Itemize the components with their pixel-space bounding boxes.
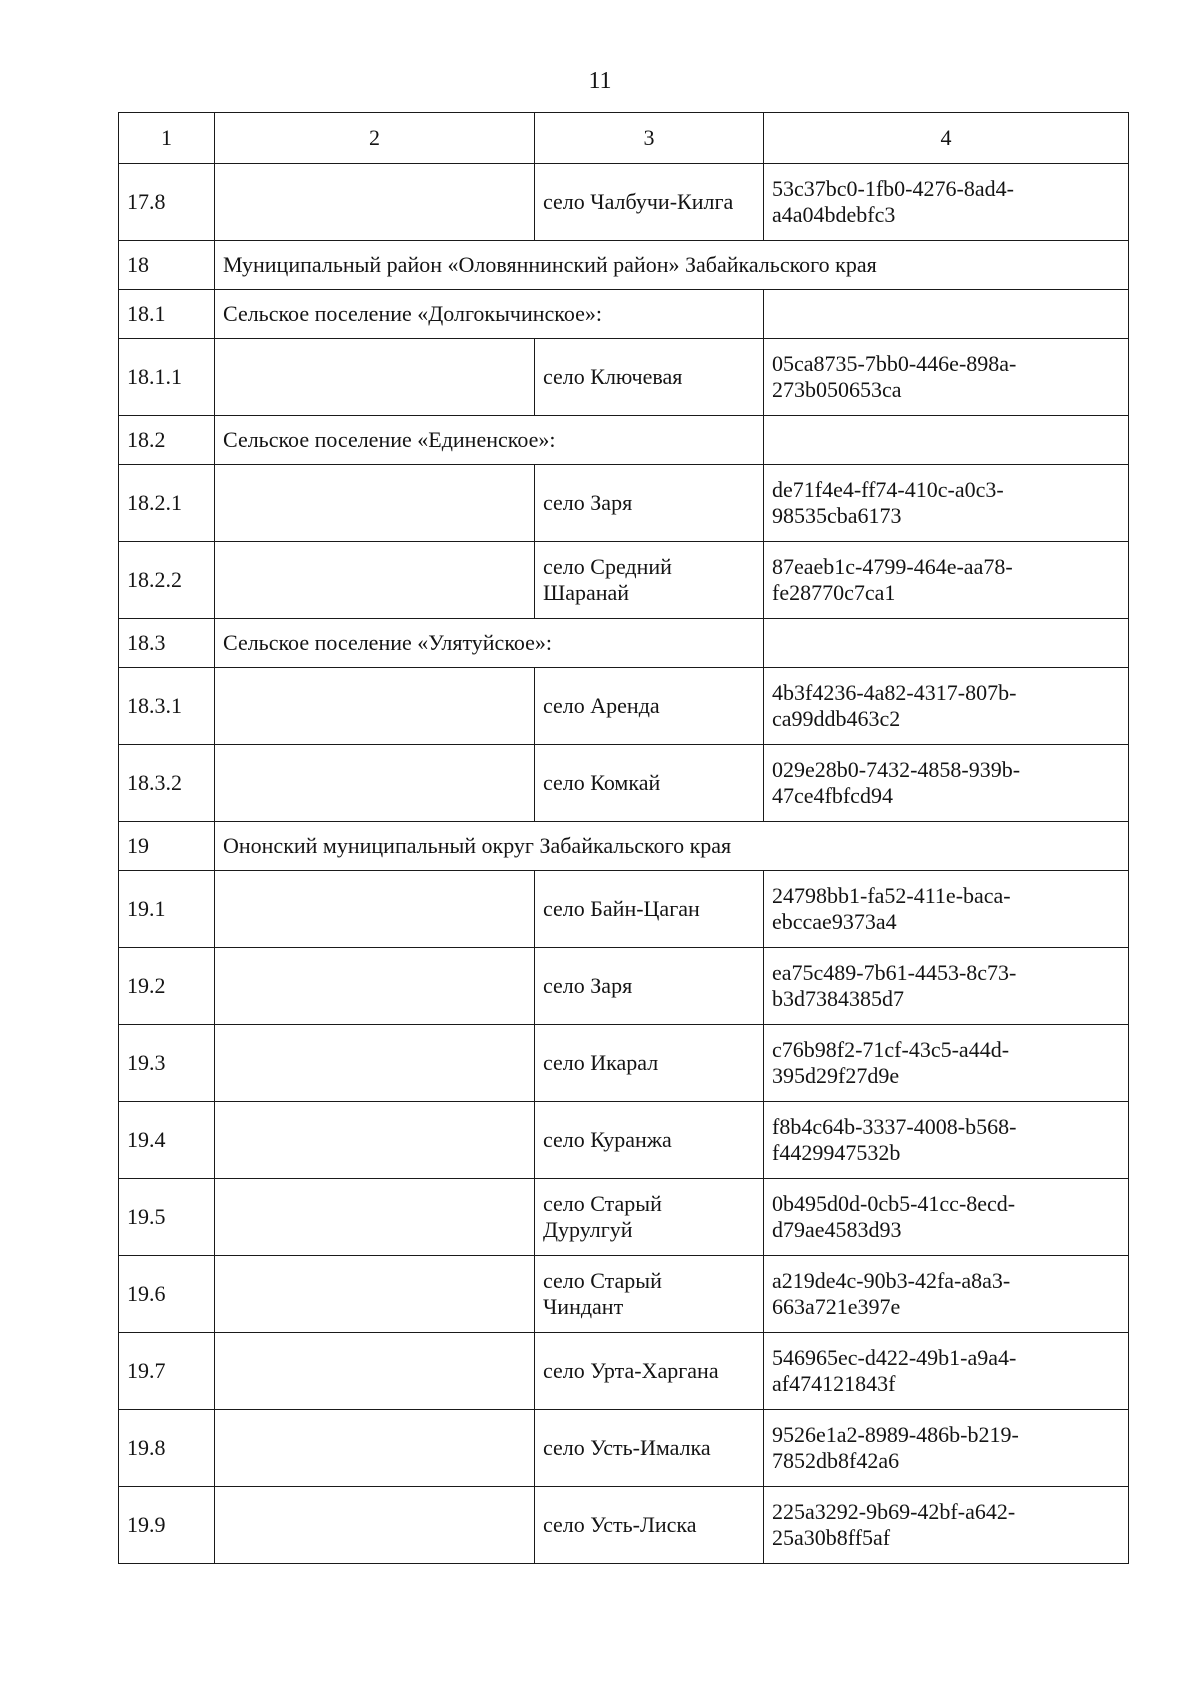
table-row bbox=[119, 1487, 1129, 1564]
empty-cell bbox=[764, 619, 1129, 668]
row-number: 19.7 bbox=[119, 1333, 215, 1410]
row-number: 17.8 bbox=[119, 164, 215, 241]
settlement-name: село Аренда bbox=[535, 668, 764, 745]
empty-cell bbox=[215, 745, 535, 822]
section-title: Сельское поселение «Единенское»: bbox=[215, 416, 764, 465]
fias-code: 24798bb1-fa52-411e-baca- ebccae9373a4 bbox=[764, 871, 1129, 948]
settlement-name: село Куранжа bbox=[535, 1102, 764, 1179]
table-row bbox=[119, 1410, 1129, 1487]
fias-code: c76b98f2-71cf-43c5-a44d- 395d29f27d9e bbox=[764, 1025, 1129, 1102]
table-row bbox=[119, 1025, 1129, 1102]
row-number: 19.8 bbox=[119, 1410, 215, 1487]
settlement-name: село Старый Дурулгуй bbox=[535, 1179, 764, 1256]
row-number: 18.1 bbox=[119, 290, 215, 339]
section-row bbox=[119, 416, 1129, 465]
settlement-name: село Заря bbox=[535, 465, 764, 542]
empty-cell bbox=[215, 164, 535, 241]
district-title: Муниципальный район «Оловяннинский район» Забайкальского края bbox=[215, 241, 1129, 290]
row-number: 19.9 bbox=[119, 1487, 215, 1564]
row-number: 19.5 bbox=[119, 1179, 215, 1256]
settlement-name: село Урта-Харгана bbox=[535, 1333, 764, 1410]
table-row bbox=[119, 542, 1129, 619]
fias-code: 4b3f4236-4a82-4317-807b- ca99ddb463c2 bbox=[764, 668, 1129, 745]
settlement-name: село Комкай bbox=[535, 745, 764, 822]
empty-cell bbox=[215, 1487, 535, 1564]
district-title: Ононский муниципальный округ Забайкальского края bbox=[215, 822, 1129, 871]
row-number: 18.2 bbox=[119, 416, 215, 465]
empty-cell bbox=[215, 668, 535, 745]
section-row bbox=[119, 290, 1129, 339]
table-row bbox=[119, 339, 1129, 416]
empty-cell bbox=[215, 339, 535, 416]
fias-code: 53c37bc0-1fb0-4276-8ad4- a4a04bdebfc3 bbox=[764, 164, 1129, 241]
table-row bbox=[119, 668, 1129, 745]
fias-code: de71f4e4-ff74-410c-a0c3- 98535cba6173 bbox=[764, 465, 1129, 542]
row-number: 19.6 bbox=[119, 1256, 215, 1333]
row-number: 19 bbox=[119, 822, 215, 871]
settlement-name: село Икарал bbox=[535, 1025, 764, 1102]
empty-cell bbox=[215, 1179, 535, 1256]
fias-code: ea75c489-7b61-4453-8c73- b3d7384385d7 bbox=[764, 948, 1129, 1025]
fias-code: 029e28b0-7432-4858-939b- 47ce4fbfcd94 bbox=[764, 745, 1129, 822]
row-number: 18.3 bbox=[119, 619, 215, 668]
page-number: 11 bbox=[588, 68, 612, 94]
column-header-1: 1 bbox=[119, 113, 215, 164]
settlement-name: село Заря bbox=[535, 948, 764, 1025]
settlement-name: село Байн-Цаган bbox=[535, 871, 764, 948]
fias-code: 87eaeb1c-4799-464e-aa78- fe28770c7ca1 bbox=[764, 542, 1129, 619]
empty-cell bbox=[215, 542, 535, 619]
table-row bbox=[119, 948, 1129, 1025]
column-header-2: 2 bbox=[215, 113, 535, 164]
section-title: Сельское поселение «Долгокычинское»: bbox=[215, 290, 764, 339]
district-row bbox=[119, 822, 1129, 871]
row-number: 18.2.2 bbox=[119, 542, 215, 619]
settlement-name: село Чалбучи-Килга bbox=[535, 164, 764, 241]
row-number: 19.1 bbox=[119, 871, 215, 948]
settlement-name: село Ключевая bbox=[535, 339, 764, 416]
row-number: 18.2.1 bbox=[119, 465, 215, 542]
column-header-4: 4 bbox=[764, 113, 1129, 164]
table-header-row bbox=[119, 113, 1129, 164]
fias-code: 9526e1a2-8989-486b-b219- 7852db8f42a6 bbox=[764, 1410, 1129, 1487]
empty-cell bbox=[764, 416, 1129, 465]
empty-cell bbox=[764, 290, 1129, 339]
empty-cell bbox=[215, 871, 535, 948]
fias-code: 05ca8735-7bb0-446e-898a- 273b050653ca bbox=[764, 339, 1129, 416]
settlement-table bbox=[118, 112, 1129, 1564]
row-number: 19.2 bbox=[119, 948, 215, 1025]
row-number: 19.3 bbox=[119, 1025, 215, 1102]
table-row bbox=[119, 1102, 1129, 1179]
table-row bbox=[119, 164, 1129, 241]
settlement-name: село Усть-Лиска bbox=[535, 1487, 764, 1564]
section-row bbox=[119, 619, 1129, 668]
empty-cell bbox=[215, 1025, 535, 1102]
empty-cell bbox=[215, 1333, 535, 1410]
fias-code: 225a3292-9b69-42bf-a642- 25a30b8ff5af bbox=[764, 1487, 1129, 1564]
table-row bbox=[119, 871, 1129, 948]
table-row bbox=[119, 1333, 1129, 1410]
column-header-3: 3 bbox=[535, 113, 764, 164]
row-number: 18.1.1 bbox=[119, 339, 215, 416]
table-row bbox=[119, 465, 1129, 542]
fias-code: f8b4c64b-3337-4008-b568- f4429947532b bbox=[764, 1102, 1129, 1179]
row-number: 18.3.2 bbox=[119, 745, 215, 822]
empty-cell bbox=[215, 1410, 535, 1487]
empty-cell bbox=[215, 1256, 535, 1333]
fias-code: 0b495d0d-0cb5-41cc-8ecd- d79ae4583d93 bbox=[764, 1179, 1129, 1256]
fias-code: a219de4c-90b3-42fa-a8a3- 663a721e397e bbox=[764, 1256, 1129, 1333]
row-number: 18 bbox=[119, 241, 215, 290]
settlement-name: село Средний Шаранай bbox=[535, 542, 764, 619]
row-number: 18.3.1 bbox=[119, 668, 215, 745]
row-number: 19.4 bbox=[119, 1102, 215, 1179]
table-body bbox=[119, 164, 1129, 1564]
district-row bbox=[119, 241, 1129, 290]
table-row bbox=[119, 745, 1129, 822]
settlement-name: село Усть-Ималка bbox=[535, 1410, 764, 1487]
section-title: Сельское поселение «Улятуйское»: bbox=[215, 619, 764, 668]
table-row bbox=[119, 1179, 1129, 1256]
empty-cell bbox=[215, 465, 535, 542]
empty-cell bbox=[215, 948, 535, 1025]
fias-code: 546965ec-d422-49b1-a9a4- af474121843f bbox=[764, 1333, 1129, 1410]
settlement-name: село Старый Чиндант bbox=[535, 1256, 764, 1333]
table-row bbox=[119, 1256, 1129, 1333]
empty-cell bbox=[215, 1102, 535, 1179]
